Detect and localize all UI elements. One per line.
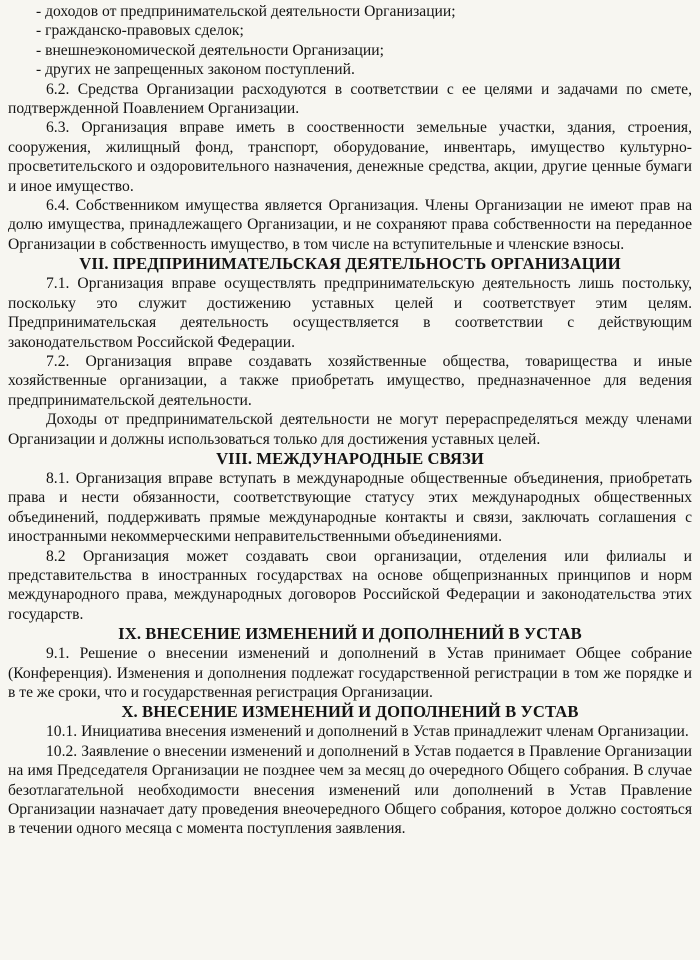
list-item: - других не запрещенных законом поступлений. <box>36 61 355 79</box>
paragraph-6-2: 6.2. Средства Организации расходуются в соответствии с ее целями и задачами по смете, подтвержденной Поавлением Организации. <box>8 80 692 118</box>
paragraph-8-2: 8.2 Организация может создавать свои организации, отделения или филиалы и представительства в иностранных государствах на основе общепризнанных принципов и норм международного права, международных договоров Российской Федерации и законодательства этих государств. <box>8 547 692 623</box>
section-heading-x: X. ВНЕСЕНИЕ ИЗМЕНЕНИЙ И ДОПОЛНЕНИЙ В УСТАВ <box>121 702 579 722</box>
paragraph-6-4: 6.4. Собственником имущества является Организация. Члены Организации не имеют прав на долю имущества, принадлежащего Организации, и не сохраняют права собственности на переданное Организации в собственность имущество, в том числе на вступительные и членские взносы. <box>8 197 692 253</box>
paragraph-6-3: 6.3. Организация вправе иметь в сооственности земельные участки, здания, строения, сооружения, жилищный фонд, транспорт, оборудование, инвентарь, имущество культурно-просветительского и оздоровительного назначения, денежные средства, акции, другие ценные бумаги и иное имущество. <box>8 119 692 195</box>
list-item: - доходов от предпринимательской деятельности Организации; <box>36 3 456 20</box>
list-item: - гражданско-правовых сделок; <box>36 22 244 40</box>
paragraph-9-1: 9.1. Решение о внесении изменений и дополнений в Устав принимает Общее собрание (Конференция). Изменения и дополнения подлежат государственной регистрации в том же порядке и в те же сроки, что и государственная регистрация Организации. <box>8 645 692 701</box>
paragraph-8-1: 8.1. Организация вправе вступать в международные общественные объединения, приобретать права и нести обязанности, соответствующие статусу этих международных общественных объединений, поддерживать прямые международные контакты и связи, заключать соглашения с иностранными некоммерческими неправительственными объединениями. <box>8 469 692 546</box>
paragraph-7-income: Доходы от предпринимательской деятельности не могут перераспределяться между членами Организации и должны использоваться только для достижения уставных целей. <box>8 411 692 448</box>
section-heading-viii: VIII. МЕЖДУНАРОДНЫЕ СВЯЗИ <box>216 448 484 468</box>
paragraph-10-2: 10.2. Заявление о внесении изменений и дополнений в Устав подается в Правление Организации на имя Председателя Организации не позднее чем за месяц до очередного Общего собрания. В случае безотлагательной необходимости внесения изменений или дополнений в Устав Правление Организации назначает дату проведения внеочередного Общего собрания, которое должно состояться в течении одного месяца с момента поступления заявления. <box>8 742 692 838</box>
section-heading-vii: VII. ПРЕДПРИНИМАТЕЛЬСКАЯ ДЕЯТЕЛЬНОСТЬ ОРГАНИЗАЦИИ <box>79 254 621 274</box>
paragraph-7-1: 7.1. Организация вправе осуществлять предпринимательскую деятельность лишь постольку, поскольку это служит достижению уставных целей и соответствует этим целям. Предпринимательская деятельность осуществляется в соответствии с действующим законодательством Российской Федерации. <box>8 275 692 351</box>
paragraph-10-1: 10.1. Инициатива внесения изменений и дополнений в Устав принадлежит членам Организации. <box>46 723 689 741</box>
paragraph-7-2: 7.2. Организация вправе создавать хозяйственные общества, товарищества и иные хозяйственные организации, а также приобретать имущество, предназначенное для ведения предпринимательской деятельности. <box>8 352 692 409</box>
list-item: - внешнеэкономической деятельности Организации; <box>36 41 384 59</box>
section-heading-ix: IX. ВНЕСЕНИЕ ИЗМЕНЕНИЙ И ДОПОЛНЕНИЙ В УСТАВ <box>118 624 582 644</box>
